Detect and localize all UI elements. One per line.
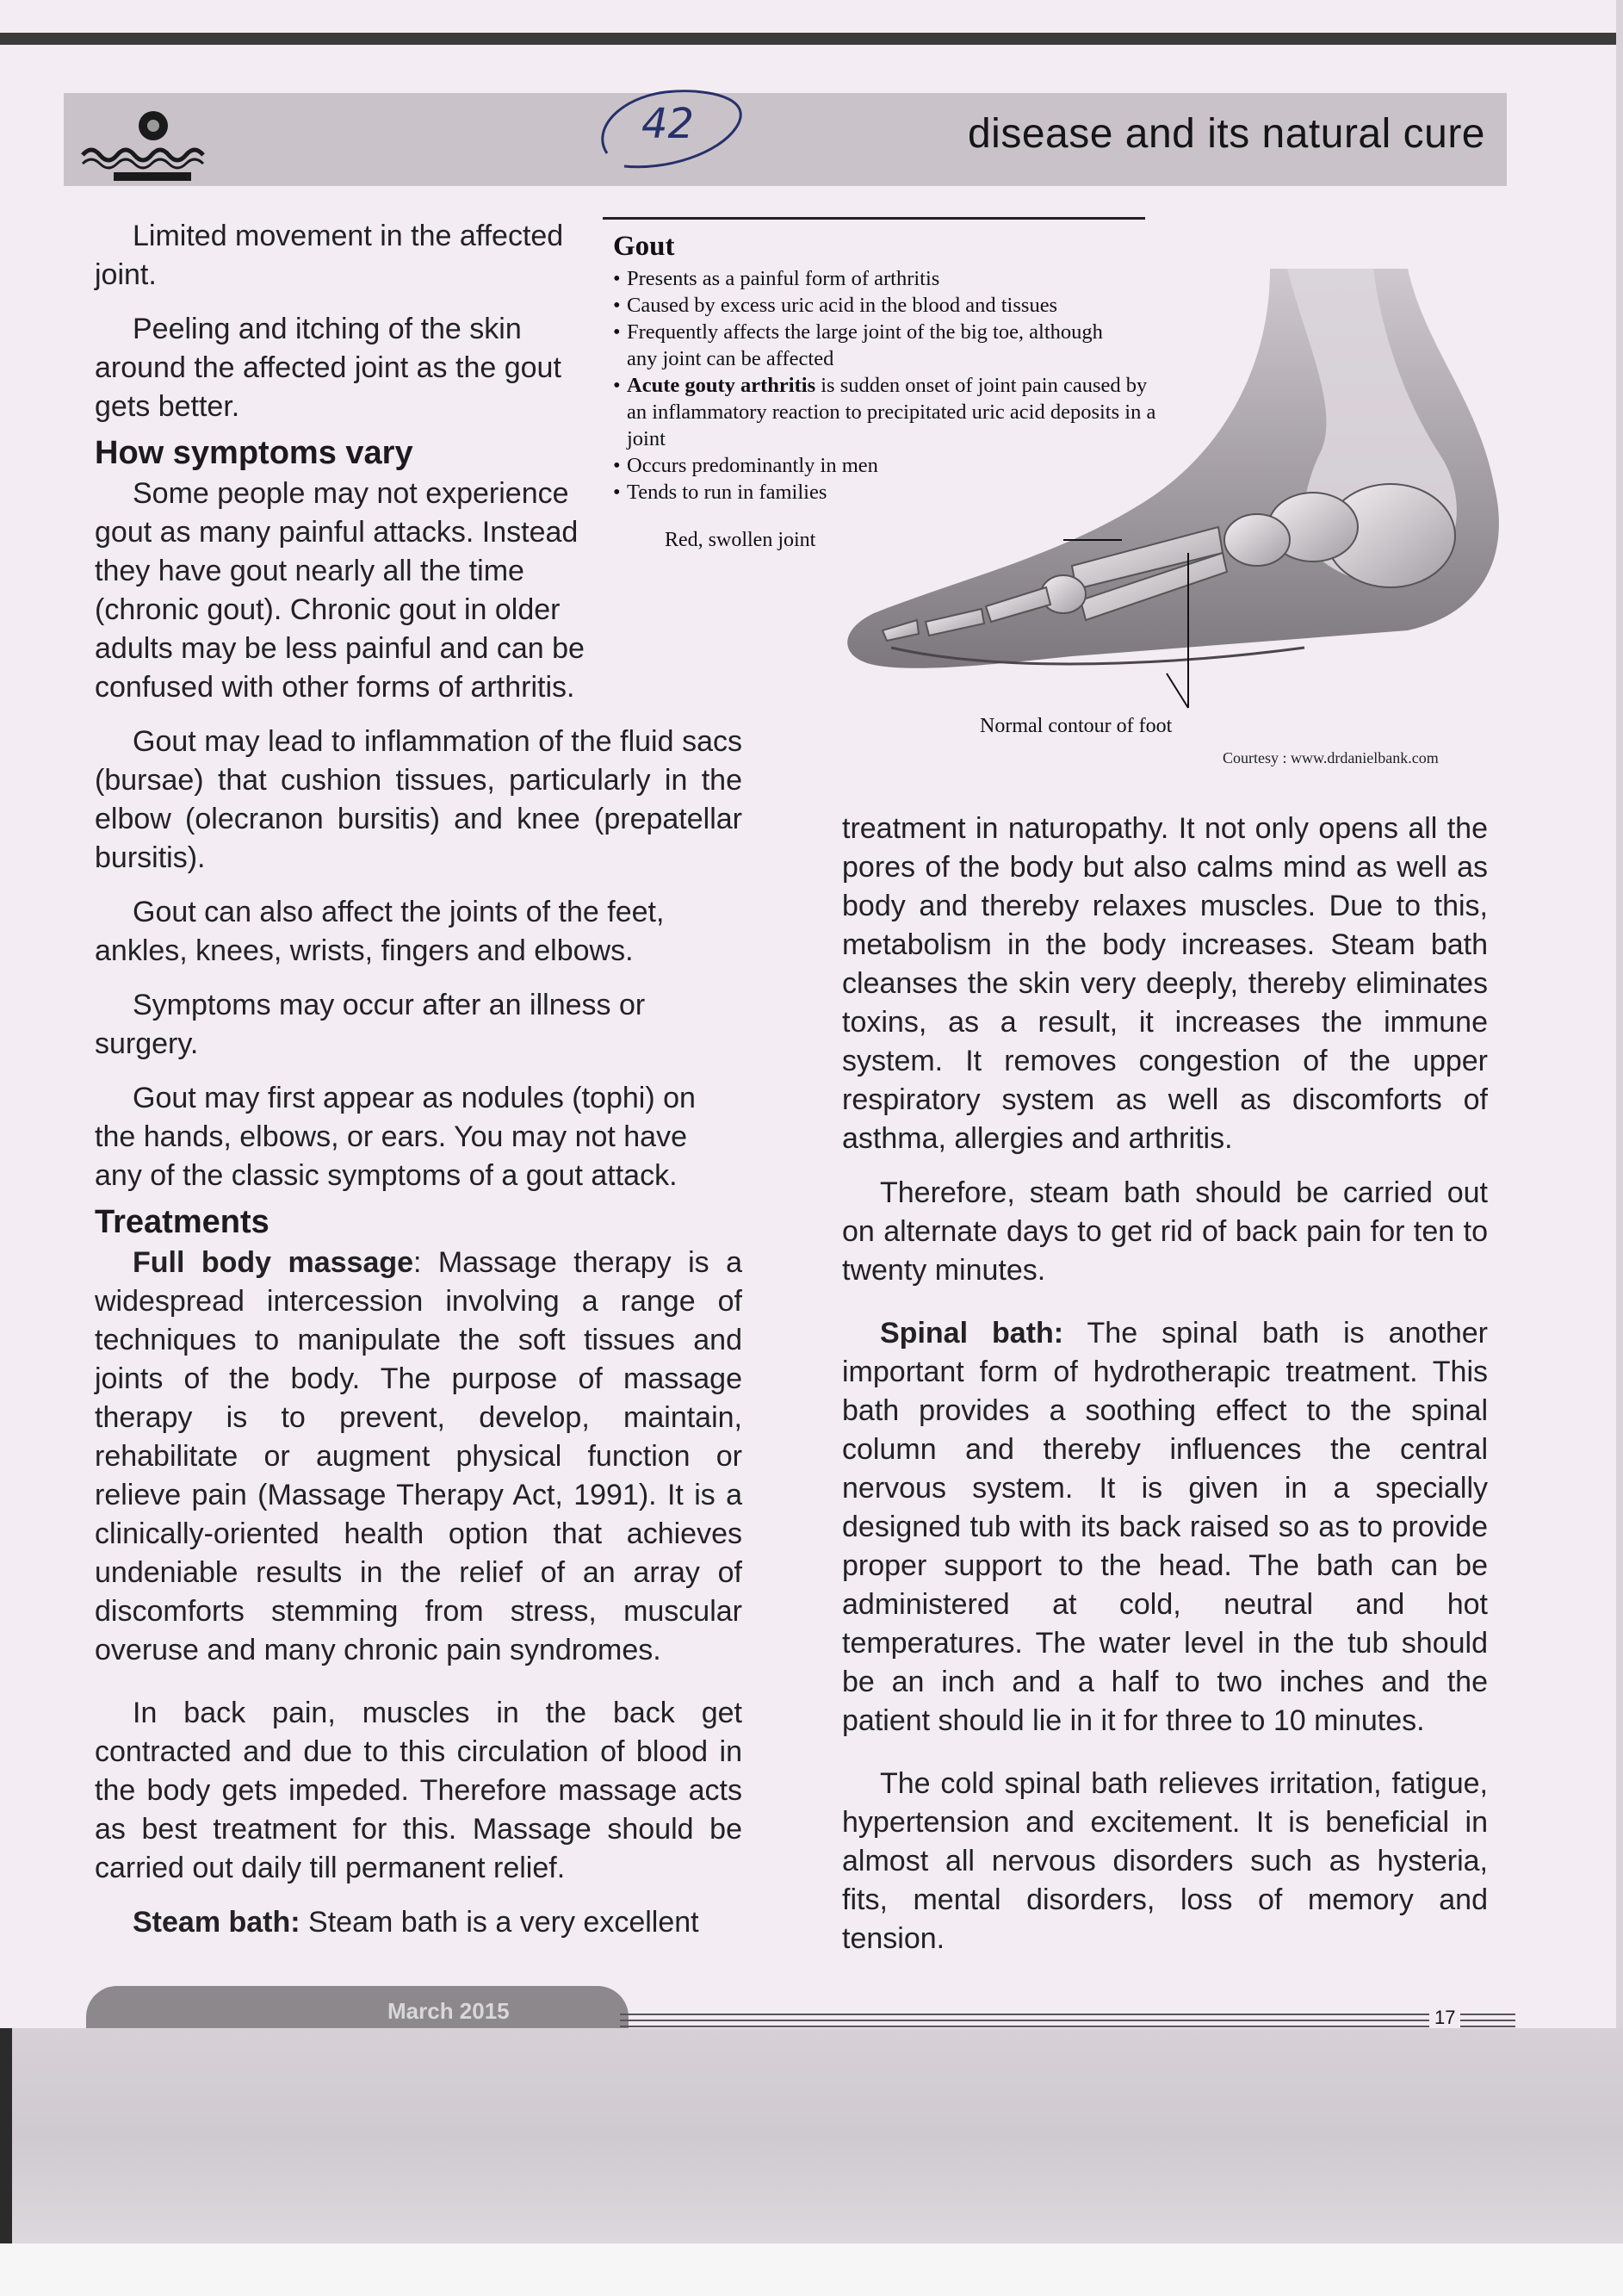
paragraph: Peeling and itching of the skin around the affected joint as the gout gets better. <box>95 313 561 423</box>
scan-top-edge <box>0 33 1623 45</box>
lead-steam: Steam bath: <box>133 1906 300 1939</box>
paragraph-spinal <box>842 1314 1488 1741</box>
figure-bullet: • Occurs predominantly in men <box>613 452 1181 479</box>
paragraph: Gout may first appear as nodules (tophi) on the hands, elbows, or ears. You may not have any of the classic symptoms of a gout attack. <box>95 1082 696 1192</box>
footer-tab <box>86 1986 629 2034</box>
lead-spinal: Spinal bath: <box>880 1317 1064 1350</box>
figure-courtesy: Courtesy : www.drdanielbank.com <box>1223 749 1439 766</box>
figure-title: Gout <box>613 231 675 262</box>
spinal-text: The spinal bath is another important form of hydrotherapic treatment. This bath provides a soothing effect to the spinal column and thereby influences the central nervous system. It is given in a specially designed tub with its back raised so as to provide proper support to the head. The bath can be administered at cold, neutral and hot temperatures. The water level in the tub should be an inch and a half to two inches and the patient should lie in it for three to 10 minutes. <box>842 1317 1488 1737</box>
footer-date: March 2015 <box>387 1998 510 2024</box>
page-header <box>64 93 1507 186</box>
paragraph: Symptoms may occur after an illness or surgery. <box>95 989 646 1060</box>
steam-text: Steam bath is a very excellent <box>300 1906 699 1939</box>
paragraph: In back pain, muscles in the back get contracted and due to this circulation of blood in the body gets impeded. Therefore massage acts as best treatment for this. Massage should be carried out daily till permanent relief. <box>95 1697 742 1884</box>
paragraph-massage <box>95 1244 742 1670</box>
paragraph-steam <box>95 1903 742 1942</box>
magazine-logo-icon <box>74 100 220 183</box>
massage-text: : Massage therapy is a widespread intercession involving a range of techniques to manipulate the soft tissues and joints of the body. The purpose of massage therapy is to prevent, develop, maintain, rehabilitate or augment physical function or relieve pain (Massage Therapy Act, 1991). It is a clinically-oriented health option that achieves undeniable results in the relief of an array of discomforts stemming from stress, muscular overuse and many chronic pain syndromes. <box>95 1246 742 1666</box>
figure-bullet: • Caused by excess uric acid in the blood and tissues <box>613 292 1181 319</box>
lead-massage: Full body massage <box>133 1246 414 1279</box>
page-number: 17 <box>1429 2007 1460 2029</box>
figure-bullet: • Tends to run in families <box>613 479 1181 506</box>
header-title: disease and its natural cure <box>967 111 1485 157</box>
figure-bullet: • Presents as a painful form of arthritis <box>613 265 1181 292</box>
paragraph: treatment in naturopathy. It not only opens all the pores of the body but also calms mind as well as body and thereby relaxes muscles. Due to this, metabolism in the body increases. Steam bath cleanses the skin very deeply, thereby eliminates toxins, as a result, it increases the immune system. It removes congestion of the upper respiratory system as well as discomforts of asthma, allergies and arthritis. <box>842 812 1488 1155</box>
figure-bullet: • Frequently affects the large joint of the big toe, although any joint can be affected <box>613 319 1109 372</box>
paragraph: Limited movement in the affected joint. <box>95 220 564 291</box>
paragraph: Therefore, steam bath should be carried out on alternate days to get rid of back pain for ten to twenty minutes. <box>842 1176 1488 1287</box>
handwritten-annotation <box>573 76 762 188</box>
heading-how-symptoms-vary: How symptoms vary <box>95 435 413 471</box>
right-column <box>842 810 1488 1958</box>
scan-bottom-edge <box>0 2243 1623 2296</box>
gout-figure <box>603 217 1507 777</box>
paragraph: Gout can also affect the joints of the feet, ankles, knees, wrists, fingers and elbows. <box>95 896 665 967</box>
label-red-swollen-joint: Red, swollen joint <box>665 529 816 551</box>
paragraph: Gout may lead to inflammation of the fluid sacs (bursae) that cushion tissues, particularly in the elbow (olecranon bursitis) and knee (prepatellar bursitis). <box>95 725 742 874</box>
figure-bullet: • Acute gouty arthritis is sudden onset of joint pain caused by an inflammatory reaction to precipitated uric acid deposits in a joint <box>613 372 1161 452</box>
scan-right-edge <box>1616 0 1623 2296</box>
figure-rule <box>603 217 1145 220</box>
heading-treatments: Treatments <box>95 1204 269 1240</box>
paragraph: The cold spinal bath relieves irritation, fatigue, hypertension and excitement. It is beneficial in almost all nervous disorders such as hysteria, fits, mental disorders, loss of memory and tension. <box>842 1767 1488 1955</box>
figure-bullets <box>613 265 1181 506</box>
paragraph: Some people may not experience gout as many painful attacks. Instead they have gout nearly all the time (chronic gout). Chronic gout in older adults may be less painful and can be confused with other forms of arthritis. <box>95 477 585 704</box>
label-normal-contour: Normal contour of foot <box>980 715 1173 737</box>
handwritten-number: 42 <box>641 100 695 148</box>
